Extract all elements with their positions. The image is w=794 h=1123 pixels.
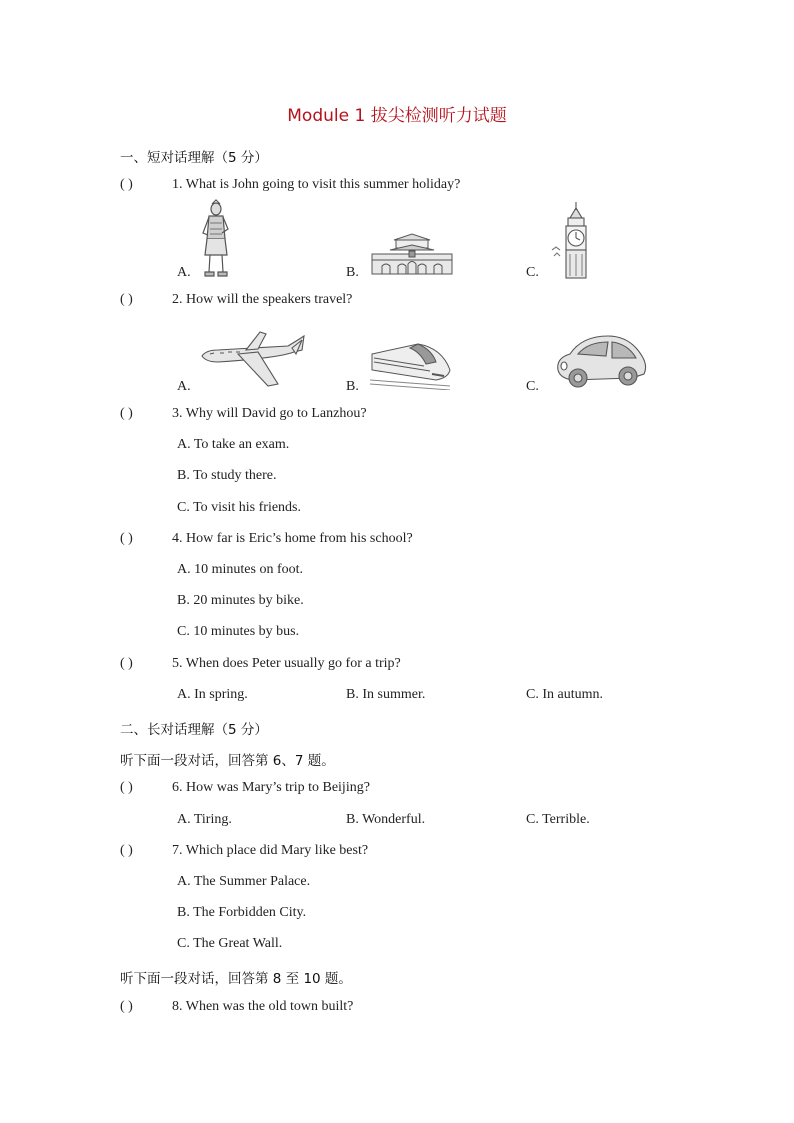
question-text: 5. When does Peter usually go for a trip? [172,656,401,671]
high-speed-train-icon [370,340,452,390]
option-b[interactable]: B. 20 minutes by bike. [177,593,304,608]
question-2 [120,292,352,308]
airplane-icon [198,326,308,388]
question-text: 6. How was Mary’s trip to Beijing? [172,780,370,795]
answer-blank[interactable]: ( ) [120,177,133,192]
option-c-label: C. [526,379,539,394]
section-1-heading: 一、短对话理解（5 分） [120,150,268,166]
question-8 [120,999,353,1015]
instruction-q6-q7: 听下面一段对话，回答第 6、7 题。 [120,753,335,769]
terracotta-warrior-icon [196,199,236,279]
question-5 [120,656,401,672]
option-b[interactable]: B. In summer. [346,687,426,702]
option-b[interactable]: B. Wonderful. [346,812,426,827]
option-a[interactable]: A. Tiring. [177,812,232,827]
question-text: 7. Which place did Mary like best? [172,843,369,858]
option-c[interactable]: C. The Great Wall. [177,936,283,951]
answer-blank[interactable]: ( ) [120,780,133,795]
question-7 [120,843,368,859]
answer-blank[interactable]: ( ) [120,406,133,421]
option-a[interactable]: A. In spring. [177,687,248,702]
tiananmen-gate-icon [368,232,456,276]
section-2-heading: 二、长对话理解（5 分） [120,722,268,738]
option-a-label: A. [177,379,191,394]
option-c[interactable]: C. Terrible. [526,812,590,827]
answer-blank[interactable]: ( ) [120,843,133,858]
answer-blank[interactable]: ( ) [120,656,133,671]
option-a[interactable]: A. To take an exam. [177,437,290,452]
question-text: 2. How will the speakers travel? [172,292,353,307]
option-b[interactable]: B. To study there. [177,468,277,483]
question-text: 4. How far is Eric’s home from his school? [172,531,413,546]
instruction-q8-q10: 听下面一段对话，回答第 8 至 10 题。 [120,971,352,987]
question-1 [120,177,460,193]
option-c-label: C. [526,265,539,280]
option-c[interactable]: C. To visit his friends. [177,500,301,515]
option-b-label: B. [346,265,359,280]
option-c[interactable]: C. 10 minutes by bus. [177,624,300,639]
car-icon [552,330,648,392]
question-text: 8. When was the old town built? [172,999,354,1014]
option-b-label: B. [346,379,359,394]
question-text: 1. What is John going to visit this summer holiday? [172,177,461,192]
option-a[interactable]: A. The Summer Palace. [177,874,311,889]
question-3 [120,406,367,422]
big-ben-icon [548,200,598,280]
question-6 [120,780,370,796]
question-text: 3. Why will David go to Lanzhou? [172,406,367,421]
answer-blank[interactable]: ( ) [120,292,133,307]
answer-blank[interactable]: ( ) [120,999,133,1014]
option-a[interactable]: A. 10 minutes on foot. [177,562,303,577]
option-b[interactable]: B. The Forbidden City. [177,905,307,920]
option-a-label: A. [177,265,191,280]
page-title: Module 1 拔尖检测听力试题 [287,106,507,126]
answer-blank[interactable]: ( ) [120,531,133,546]
option-c[interactable]: C. In autumn. [526,687,603,702]
question-4 [120,531,413,547]
